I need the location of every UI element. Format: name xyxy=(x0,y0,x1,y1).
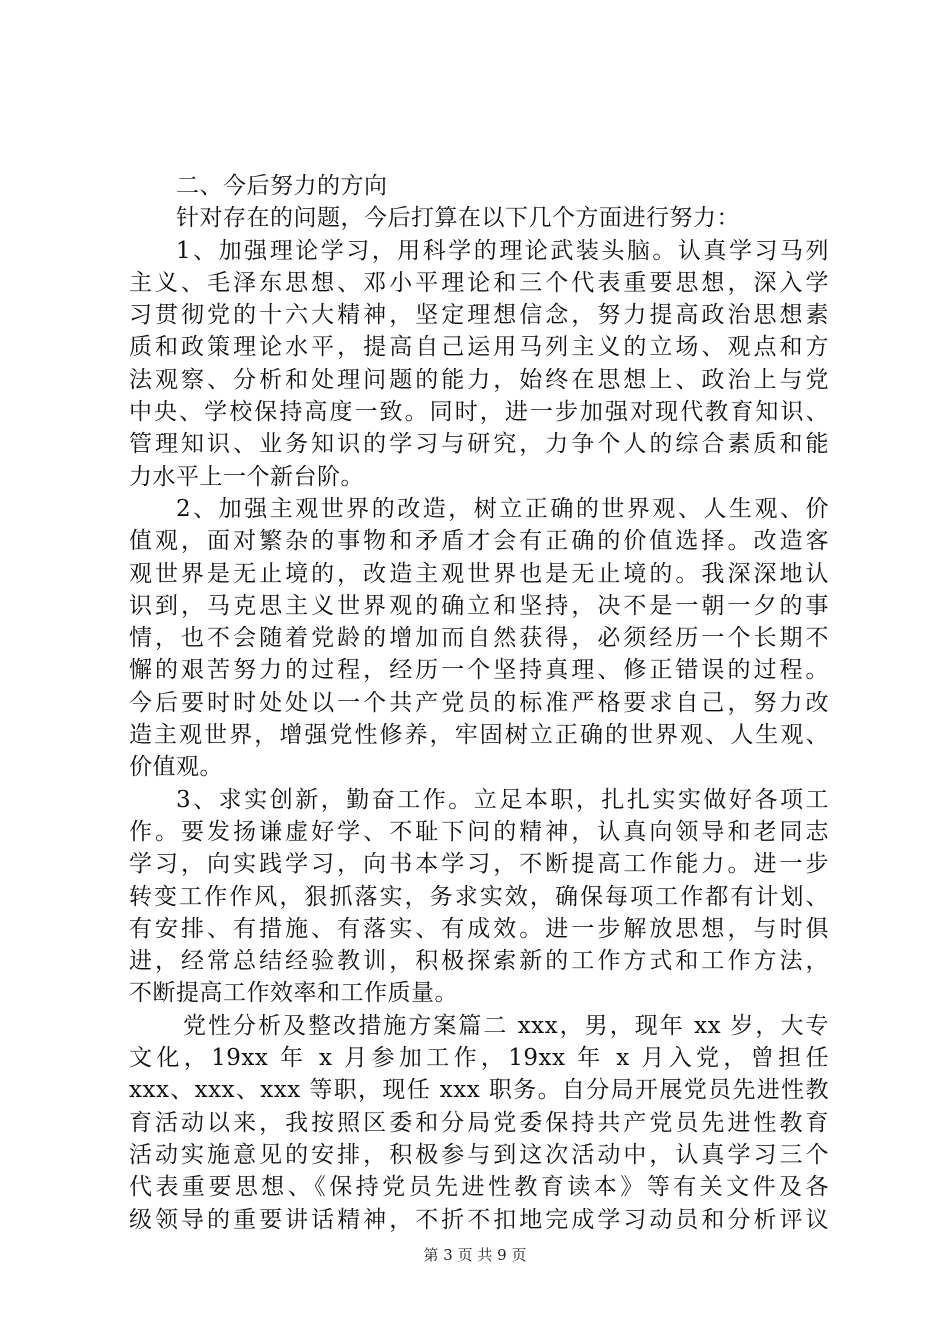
text-line: 代表重要思想、《保持党员先进性教育读本》等有关文件及各 xyxy=(129,1174,829,1201)
text-line: 懈的艰苦努力的过程，经历一个坚持真理、修正错误的过程。 xyxy=(129,657,829,684)
text-line: 1、加强理论学习，用科学的理论武装头脑。认真学习马列 xyxy=(176,237,829,264)
text-line: 2、加强主观世界的改造，树立正确的世界观、人生观、价 xyxy=(176,495,829,522)
text-line: 观世界是无止境的，改造主观世界也是无止境的。我深深地认 xyxy=(129,560,829,587)
text-line: 进，经常总结经验教训，积极探索新的工作方式和工作方法， xyxy=(129,948,829,975)
text-line: 有安排、有措施、有落实、有成效。进一步解放思想，与时俱 xyxy=(129,915,829,942)
text-line: 识到，马克思主义世界观的确立和坚持，决不是一朝一夕的事 xyxy=(129,592,829,619)
text-line: 党性分析及整改措施方案篇二 xxx，男，现年 xx 岁，大专 xyxy=(183,1012,829,1039)
page-footer: 第 3 页 共 9 页 xyxy=(423,1246,527,1264)
text-line: 中央、学校保持高度一致。同时，进一步加强对现代教育知识、 xyxy=(129,399,829,426)
text-line: 造主观世界，增强党性修养，牢固树立正确的世界观、人生观、 xyxy=(129,722,829,749)
text-line: 文化，19xx 年 x 月参加工作，19xx 年 x 月入党，曾担任 xyxy=(129,1045,829,1072)
text-line: 转变工作作风，狠抓落实，务求实效，确保每项工作都有计划、 xyxy=(129,883,829,910)
text-line: 力水平上一个新台阶。 xyxy=(129,463,364,490)
text-line: 3、求实创新，勤奋工作。立足本职，扎扎实实做好各项工 xyxy=(176,786,829,813)
text-line: 情，也不会随着党龄的增加而自然获得，必须经历一个长期不 xyxy=(129,625,829,652)
text-line: 不断提高工作效率和工作质量。 xyxy=(129,980,458,1007)
text-line: 活动实施意见的安排，积极参与到这次活动中，认真学习三个 xyxy=(129,1141,829,1168)
text-line: 质和政策理论水平，提高自己运用马列主义的立场、观点和方 xyxy=(129,334,829,361)
text-line: 今后要时时处处以一个共产党员的标准严格要求自己，努力改 xyxy=(129,689,829,716)
text-line: 值观，面对繁杂的事物和矛盾才会有正确的价值选择。改造客 xyxy=(129,528,829,555)
text-line: 习贯彻党的十六大精神，坚定理想信念，努力提高政治思想素 xyxy=(129,302,829,329)
document-body xyxy=(129,170,829,1236)
text-line: 学习，向实践学习，向书本学习，不断提高工作能力。进一步 xyxy=(129,851,829,878)
text-line: 价值观。 xyxy=(129,754,223,781)
text-line: 二、今后努力的方向 xyxy=(176,173,388,199)
text-line: 级领导的重要讲话精神，不折不扣地完成学习动员和分析评议 xyxy=(129,1206,829,1233)
text-line: xxx、xxx、xxx 等职，现任 xxx 职务。自分局开展党员先进性教 xyxy=(129,1077,829,1104)
text-line: 育活动以来，我按照区委和分局党委保持共产党员先进性教育 xyxy=(129,1109,829,1136)
text-line: 法观察、分析和处理问题的能力，始终在思想上、政治上与党 xyxy=(129,366,829,393)
text-line: 主义、毛泽东思想、邓小平理论和三个代表重要思想，深入学 xyxy=(129,269,829,296)
text-line: 针对存在的问题，今后打算在以下几个方面进行努力： xyxy=(176,205,740,232)
text-line: 管理知识、业务知识的学习与研究，力争个人的综合素质和能 xyxy=(129,431,829,458)
text-line: 作。要发扬谦虚好学、不耻下问的精神，认真向领导和老同志 xyxy=(129,818,829,845)
